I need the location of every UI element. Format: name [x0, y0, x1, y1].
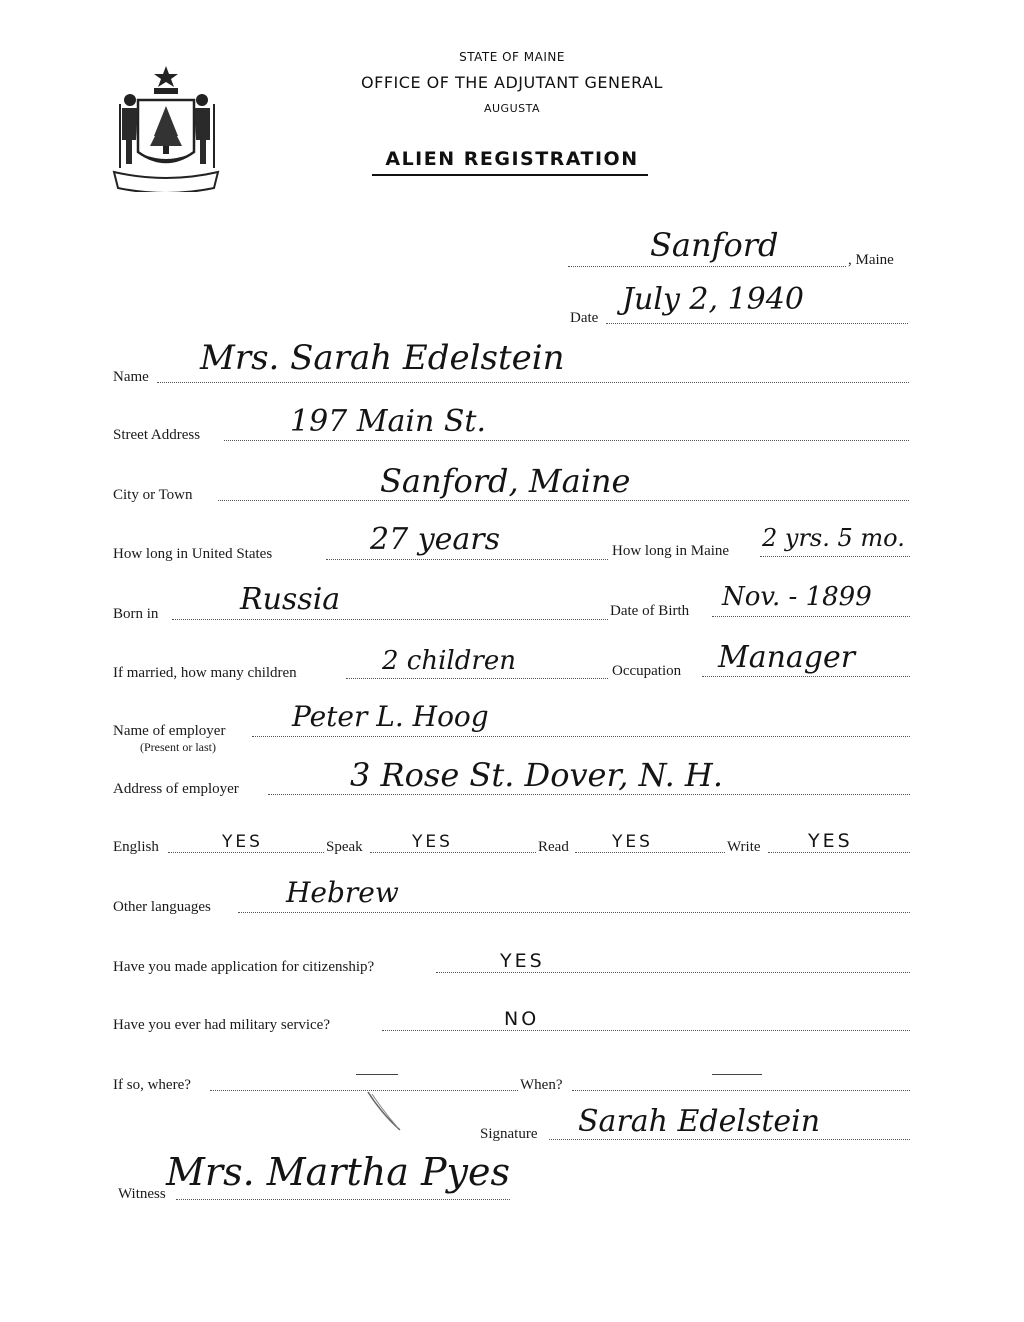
citizenship-line	[436, 972, 910, 973]
children-value: 2 children	[382, 646, 516, 676]
other-languages-value: Hebrew	[286, 876, 399, 909]
state-heading: STATE OF MAINE	[459, 50, 565, 64]
town-value: Sanford	[650, 226, 779, 264]
speak-value: YES	[412, 832, 453, 852]
form-title: ALIEN REGISTRATION	[385, 148, 639, 170]
date-of-birth-line	[712, 616, 910, 617]
how-long-us-label: How long in United States	[113, 546, 273, 562]
employer-name-value: Peter L. Hoog	[292, 700, 489, 733]
city-or-town-line	[218, 500, 909, 501]
city-or-town-label: City or Town	[113, 487, 193, 503]
occupation-value: Manager	[718, 640, 856, 675]
name-line	[157, 382, 909, 383]
other-languages-line	[238, 912, 910, 913]
pencil-mark	[364, 1090, 404, 1134]
citizenship-value: YES	[500, 950, 545, 972]
date-of-birth-value: Nov. - 1899	[722, 582, 872, 612]
when-label: When?	[520, 1077, 563, 1093]
born-in-value: Russia	[240, 582, 341, 617]
how-long-maine-label: How long in Maine	[612, 543, 730, 559]
date-value: July 2, 1940	[622, 282, 804, 317]
city-heading: AUGUSTA	[483, 102, 541, 115]
children-line	[346, 678, 608, 679]
write-label: Write	[727, 839, 761, 855]
english-value: YES	[222, 832, 263, 852]
military-label: Have you ever had military service?	[113, 1017, 330, 1033]
title-underline	[372, 174, 648, 176]
maine-suffix-label: , Maine	[848, 252, 894, 268]
how-long-maine-line	[760, 556, 910, 557]
read-label: Read	[538, 839, 569, 855]
how-long-us-value: 27 years	[370, 522, 501, 557]
office-heading: OFFICE OF THE ADJUTANT GENERAL	[361, 73, 663, 92]
date-of-birth-label: Date of Birth	[610, 603, 690, 619]
street-address-line	[224, 440, 909, 441]
speak-line	[370, 852, 536, 853]
how-long-maine-value: 2 yrs. 5 mo.	[762, 524, 905, 552]
english-label: English	[113, 839, 159, 855]
when-line	[572, 1090, 910, 1091]
if-so-where-dash	[356, 1074, 398, 1075]
citizenship-label: Have you made application for citizenship?	[113, 959, 375, 975]
employer-note-label: (Present or last)	[140, 740, 216, 754]
employer-address-label: Address of employer	[113, 781, 239, 797]
employer-address-line	[268, 794, 910, 795]
write-value: YES	[808, 830, 853, 852]
street-address-value: 197 Main St.	[290, 404, 486, 439]
english-line	[168, 852, 324, 853]
read-value: YES	[612, 832, 653, 852]
employer-name-label: Name of employer	[113, 723, 226, 739]
occupation-line	[702, 676, 910, 677]
born-in-line	[172, 619, 608, 620]
if-so-where-label: If so, where?	[113, 1077, 191, 1093]
date-line	[606, 323, 908, 324]
write-line	[768, 852, 910, 853]
witness-line	[176, 1199, 510, 1200]
witness-value: Mrs. Martha Pyes	[166, 1150, 510, 1194]
speak-label: Speak	[326, 839, 363, 855]
other-languages-label: Other languages	[113, 899, 211, 915]
name-value: Mrs. Sarah Edelstein	[200, 338, 565, 378]
military-value: NO	[504, 1008, 540, 1030]
street-address-label: Street Address	[113, 427, 201, 443]
occupation-label: Occupation	[612, 663, 682, 679]
date-label: Date	[570, 310, 599, 326]
children-label: If married, how many children	[113, 665, 297, 681]
employer-name-line	[252, 736, 910, 737]
born-in-label: Born in	[113, 606, 159, 622]
how-long-us-line	[326, 559, 608, 560]
witness-label: Witness	[118, 1186, 166, 1202]
signature-value: Sarah Edelstein	[578, 1104, 821, 1139]
military-line	[382, 1030, 910, 1031]
signature-label: Signature	[480, 1126, 538, 1142]
town-line	[568, 266, 846, 267]
when-dash	[712, 1074, 762, 1075]
city-or-town-value: Sanford, Maine	[380, 462, 631, 500]
read-line	[575, 852, 725, 853]
employer-address-value: 3 Rose St. Dover, N. H.	[350, 756, 723, 794]
name-label: Name	[113, 369, 149, 385]
signature-line	[549, 1139, 910, 1140]
